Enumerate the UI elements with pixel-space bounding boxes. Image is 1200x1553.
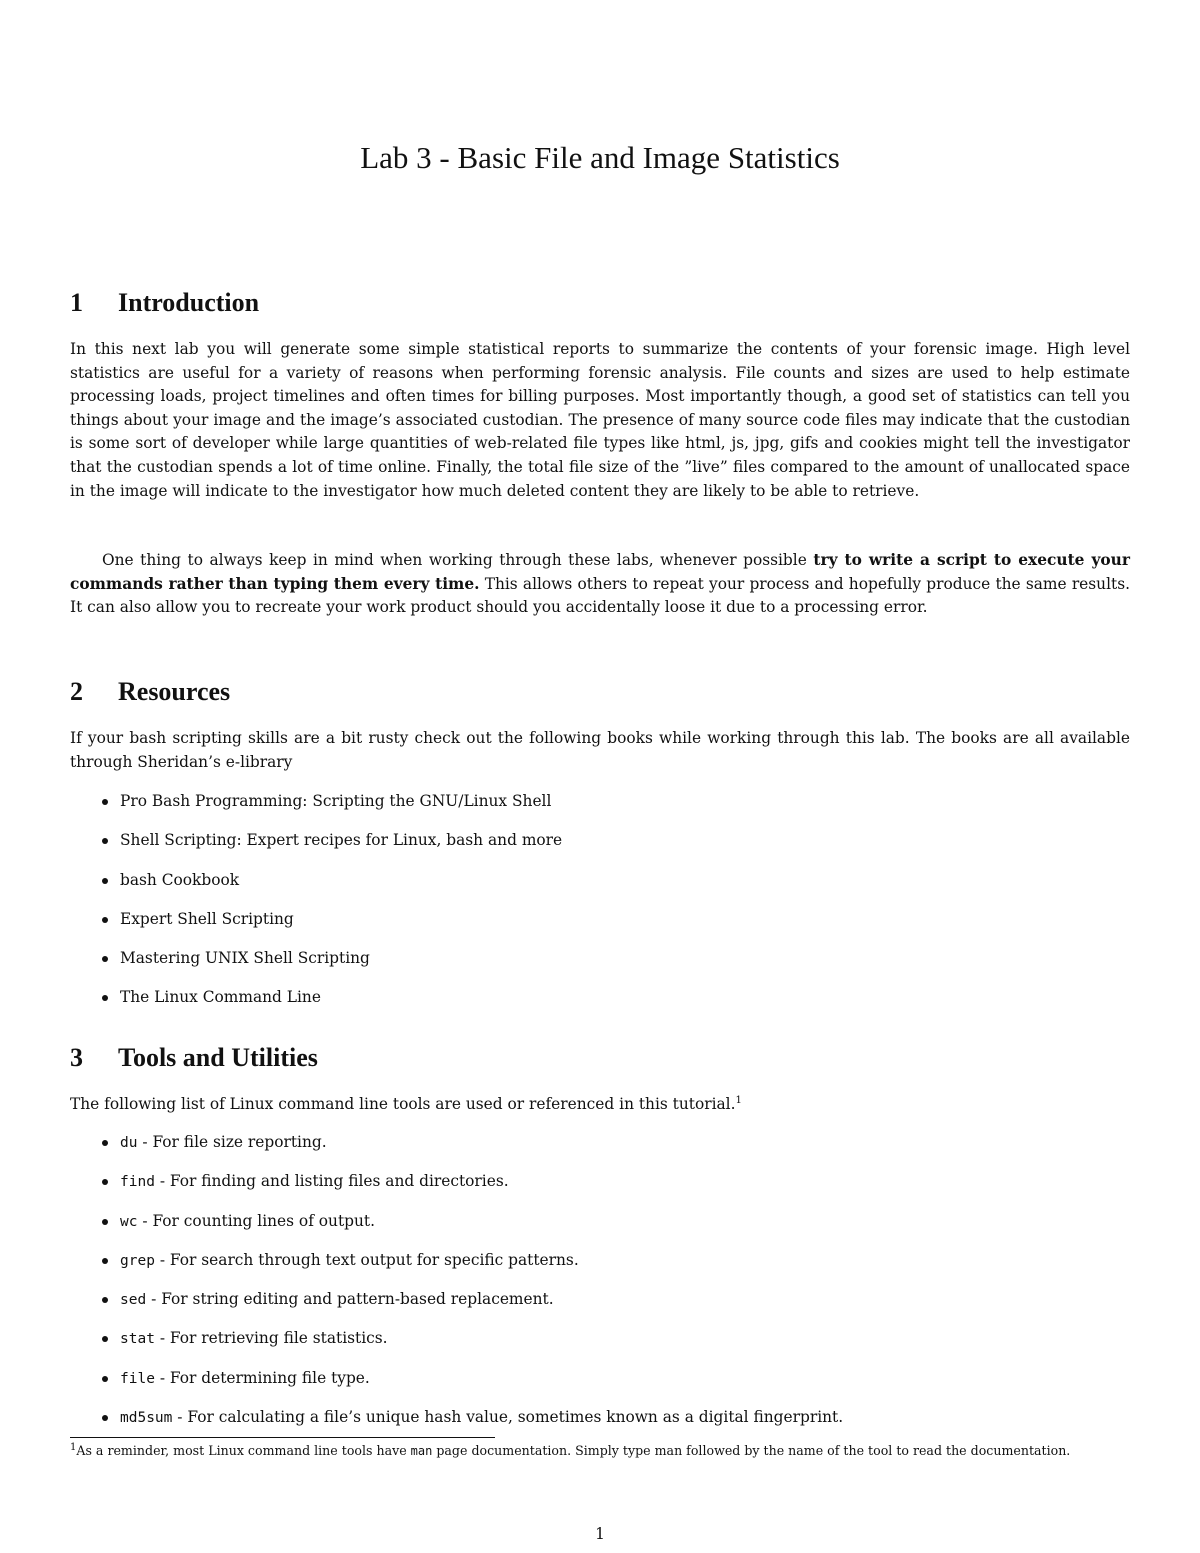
list-item: Expert Shell Scripting <box>100 908 562 947</box>
tool-name: grep <box>120 1252 155 1269</box>
resources-paragraph: If your bash scripting skills are a bit rusty check out the following books while working through this lab. The books are all available through Sheridan’s e-library <box>70 729 1130 771</box>
tools-paragraph <box>70 1093 1130 1117</box>
document-title: Lab 3 - Basic File and Image Statistics <box>360 140 840 175</box>
tool-description: - For counting lines of output. <box>137 1211 375 1230</box>
footnote-text: As a reminder, most Linux command line tools have <box>76 1443 411 1458</box>
intro-paragraph-2 <box>70 549 1130 620</box>
section-heading-tools <box>70 1043 318 1073</box>
list-item <box>100 1210 843 1249</box>
list-item <box>100 1131 843 1170</box>
list-item: Shell Scripting: Expert recipes for Linux, bash and more <box>100 829 562 868</box>
section-title: Tools and Utilities <box>118 1043 318 1072</box>
footnote-divider <box>70 1437 495 1438</box>
section-heading-resources <box>70 677 230 707</box>
tool-name: find <box>120 1174 155 1191</box>
intro-p2-emphasis: try to write a script to execute your commands rather than typing them every time. <box>70 551 1130 593</box>
list-item: bash Cookbook <box>100 869 562 908</box>
book-list <box>100 790 562 1026</box>
tool-name: stat <box>120 1331 155 1348</box>
tool-name: file <box>120 1370 155 1387</box>
list-item <box>100 1367 843 1406</box>
tool-description: - For finding and listing files and directories. <box>154 1172 509 1191</box>
tool-description: - For determining file type. <box>154 1368 370 1387</box>
tool-name: du <box>120 1135 138 1151</box>
section-heading-introduction <box>70 288 259 318</box>
tool-description: - For retrieving file statistics. <box>154 1329 388 1348</box>
tool-description: - For search through text output for specific patterns. <box>154 1250 579 1269</box>
tools-intro-text: The following list of Linux command line tools are used or referenced in this tutorial. <box>70 1095 736 1113</box>
footnote-mark: 1 <box>70 1441 77 1453</box>
tool-name: md5sum <box>120 1410 173 1427</box>
tool-name: wc <box>120 1213 138 1230</box>
list-item <box>100 1249 843 1288</box>
section-number: 3 <box>70 1043 83 1072</box>
tool-name: sed <box>120 1292 147 1309</box>
intro-p2-text: One thing to always keep in mind when working through these labs, whenever possible <box>102 551 814 569</box>
page-number: 1 <box>595 1525 605 1543</box>
list-item: Pro Bash Programming: Scripting the GNU/Linux Shell <box>100 790 562 829</box>
section-number: 1 <box>70 288 83 317</box>
footnote-code: man <box>410 1444 433 1458</box>
list-item: Mastering UNIX Shell Scripting <box>100 947 562 986</box>
tool-list <box>100 1131 843 1445</box>
tool-description: - For calculating a file’s unique hash value, sometimes known as a digital fingerprint. <box>172 1408 844 1427</box>
footnote-reference: 1 <box>735 1094 742 1106</box>
tool-description: - For string editing and pattern-based replacement. <box>146 1290 554 1309</box>
footnote-text-end: page documentation. Simply type man followed by the name of the tool to read the documentation. <box>432 1443 1071 1458</box>
list-item <box>100 1327 843 1366</box>
list-item <box>100 1406 843 1445</box>
tool-description: - For file size reporting. <box>137 1133 327 1151</box>
footnote <box>70 1442 1130 1461</box>
intro-p2-text-end: This allows others to repeat your process and hopefully produce the same results. It can also allow you to recreate your work product should you accidentally loose it due to a processing error. <box>70 574 1130 617</box>
section-number: 2 <box>70 677 83 706</box>
intro-paragraph-1: In this next lab you will generate some simple statistical reports to summarize the contents of your forensic image. High level statistics are useful for a variety of reasons when performing forensic analysis. File counts and sizes are used to help estimate processing loads, project timelines and often times for billing purposes. Most importantly though, a good set of statistics can tell you things about your image and the image’s associated custodian. The presence of many source code files may indicate that the custodian is some sort of developer while large quantities of web-related file types like html, js, jpg, gifs and cookies might tell the investigator that the custodian spends a lot of time online. Finally, the total file size of the ”live” files compared to the amount of unallocated space in the image will indicate to the investigator how much deleted content they are likely to be able to retrieve. <box>70 340 1130 500</box>
section-title: Introduction <box>118 288 260 317</box>
list-item: The Linux Command Line <box>100 986 562 1025</box>
list-item <box>100 1170 843 1209</box>
list-item <box>100 1288 843 1327</box>
section-title: Resources <box>118 677 231 706</box>
